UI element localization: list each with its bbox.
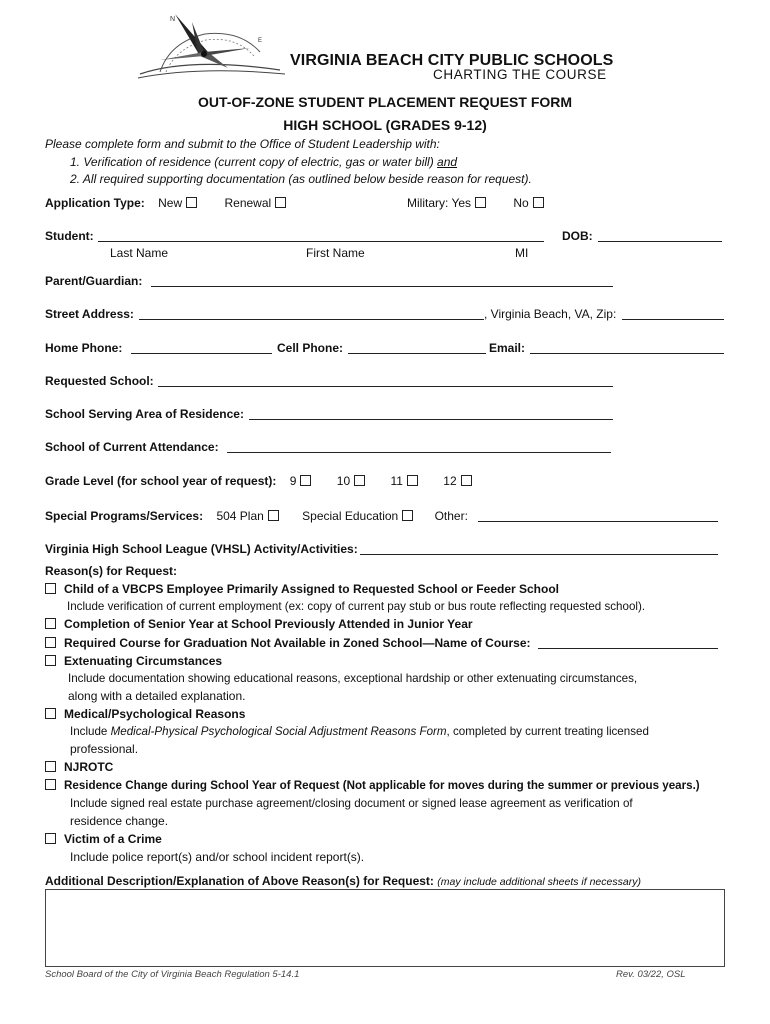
org-name: VIRGINIA BEACH CITY PUBLIC SCHOOLS [290,52,614,69]
mi-caption: MI [515,246,529,260]
military-row [407,196,544,210]
first-name-caption: First Name [306,246,365,260]
reason-required-course-checkbox[interactable] [45,637,56,648]
reason-extenuating-title: Extenuating Circumstances [64,654,223,668]
grade-10-checkbox[interactable] [354,475,365,486]
additional-textarea[interactable] [45,889,725,967]
reason-njrotc-title: NJROTC [64,760,114,774]
additional-label: Additional Description/Explanation of Above Reason(s) for Request: [45,874,434,888]
parent-label: Parent/Guardian: [45,274,143,288]
footer-regulation: School Board of the City of Virginia Beach Regulation 5-14.1 [45,969,300,980]
home-phone-field[interactable] [131,341,272,354]
special-programs-row [45,509,468,523]
student-name-field[interactable] [98,229,544,242]
grade-11-checkbox[interactable] [407,475,418,486]
reason-crime-title: Victim of a Crime [64,832,162,846]
grade-9-label: 9 [289,474,297,488]
special-ed-checkbox[interactable] [402,510,413,521]
current-school-label: School of Current Attendance: [45,440,219,454]
svg-text:E: E [258,38,263,44]
svg-text:N: N [170,16,176,23]
requirement-1 [70,155,457,169]
vhsl-label: Virginia High School League (VHSL) Activity/Activities: [45,542,358,556]
home-phone-label: Home Phone: [45,341,123,355]
renewal-label: Renewal [224,196,272,210]
compass-logo [130,12,290,82]
form-title: OUT-OF-ZONE STUDENT PLACEMENT REQUEST FORM [197,94,573,110]
dob-field[interactable] [598,229,722,242]
new-label: New [158,196,183,210]
requirement-2: 2. All required supporting documentation (as outlined below beside reason for request). [70,172,532,186]
requirement-1-text: 1. Verification of residence (current copy of electric, gas or water bill) [70,155,438,169]
reason-extenuating [45,654,222,668]
other-field[interactable] [478,509,718,522]
reason-senior-year-title: Completion of Senior Year at School Previously Attended in Junior Year [64,617,473,631]
city-state-label: , Virginia Beach, VA, Zip: [484,307,617,321]
street-field[interactable] [139,307,484,320]
serving-school-field[interactable] [249,407,613,420]
street-label: Street Address: [45,307,134,321]
plan504-label: 504 Plan [216,509,264,523]
military-no-checkbox[interactable] [533,197,544,208]
requirement-1-and: and [437,155,458,169]
special-ed-label: Special Education [302,509,399,523]
student-label: Student: [45,229,94,243]
requested-school-field[interactable] [158,374,613,387]
additional-hint: (may include additional sheets if necessary) [437,876,641,888]
org-tagline: CHARTING THE COURSE [433,67,607,82]
reason-medical-note-post: , completed by current treating licensed [446,725,649,738]
grade-11-label: 11 [390,474,403,488]
cell-phone-field[interactable] [348,341,486,354]
reason-crime [45,832,162,846]
reason-extenuating-note-2: along with a detailed explanation. [68,689,246,703]
reason-crime-checkbox[interactable] [45,833,56,844]
grade-12-label: 12 [443,474,457,488]
reason-residence-change [45,779,700,792]
dob-label: DOB: [562,229,593,243]
grade-10-label: 10 [336,474,351,488]
reason-njrotc-checkbox[interactable] [45,761,56,772]
form-subtitle: HIGH SCHOOL (GRADES 9-12) [283,117,487,133]
reason-senior-year-checkbox[interactable] [45,618,56,629]
additional-row [45,874,641,888]
vhsl-field[interactable] [360,542,718,555]
reason-medical-title: Medical/Psychological Reasons [64,707,246,721]
renewal-checkbox[interactable] [275,197,286,208]
footer-revision: Rev. 03/22, OSL [616,969,686,980]
cell-phone-label: Cell Phone: [277,341,344,355]
reason-medical-note-pre: Include [70,725,111,738]
new-checkbox[interactable] [186,197,197,208]
reason-required-course [45,636,531,650]
reason-crime-note: Include police report(s) and/or school incident report(s). [70,850,365,864]
reason-employee-title: Child of a VBCPS Employee Primarily Assigned to Requested School or Feeder School [64,582,559,596]
military-yes-checkbox[interactable] [475,197,486,208]
reason-residence-change-checkbox[interactable] [45,779,56,790]
plan504-checkbox[interactable] [268,510,279,521]
serving-school-label: School Serving Area of Residence: [45,407,244,421]
reason-employee-checkbox[interactable] [45,583,56,594]
reason-njrotc [45,760,113,774]
reason-extenuating-note-1: Include documentation showing educational reasons, exceptional hardship or other extenuating circumstances, [68,672,638,685]
reason-medical-checkbox[interactable] [45,708,56,719]
current-school-field[interactable] [227,440,611,453]
instructions: Please complete form and submit to the Office of Student Leadership with: [45,137,440,151]
reasons-heading: Reason(s) for Request: [45,564,178,578]
other-label: Other: [434,509,468,523]
grade-level-label: Grade Level (for school year of request): [45,474,277,488]
reason-medical [45,707,245,721]
requested-school-label: Requested School: [45,374,154,388]
email-field[interactable] [530,341,724,354]
application-type-row [45,196,745,210]
military-yes-label: Military: Yes [407,196,472,210]
reason-medical-note-1 [70,725,649,738]
course-name-field[interactable] [538,636,718,649]
last-name-caption: Last Name [110,246,169,260]
reason-employee [45,582,559,596]
zip-field[interactable] [622,307,724,320]
email-label: Email: [489,341,526,355]
application-type-label: Application Type: [45,196,145,210]
grade-level-row [45,474,472,488]
reason-extenuating-checkbox[interactable] [45,655,56,666]
special-programs-label: Special Programs/Services: [45,509,204,523]
reason-required-course-title: Required Course for Graduation Not Available in Zoned School—Name of Course: [64,636,531,650]
military-no-label: No [513,196,529,210]
grade-12-checkbox[interactable] [461,475,472,486]
compass-rose-icon [130,12,290,82]
grade-9-checkbox[interactable] [300,475,311,486]
reason-employee-note: Include verification of current employment (ex: copy of current pay stub or bus route reflecting requested school). [67,600,646,613]
reason-senior-year [45,617,473,631]
reason-residence-change-note-2: residence change. [70,814,169,828]
medical-form-name: Medical-Physical Psychological Social Adjustment Reasons Form [110,725,447,738]
reason-residence-change-title: Residence Change during School Year of Request (Not applicable for moves during the summer or previous years.) [64,779,700,792]
reason-medical-note-2: professional. [70,742,139,756]
parent-field[interactable] [151,274,613,287]
reason-residence-change-note-1: Include signed real estate purchase agreement/closing document or signed lease agreement as verification of [70,797,633,810]
